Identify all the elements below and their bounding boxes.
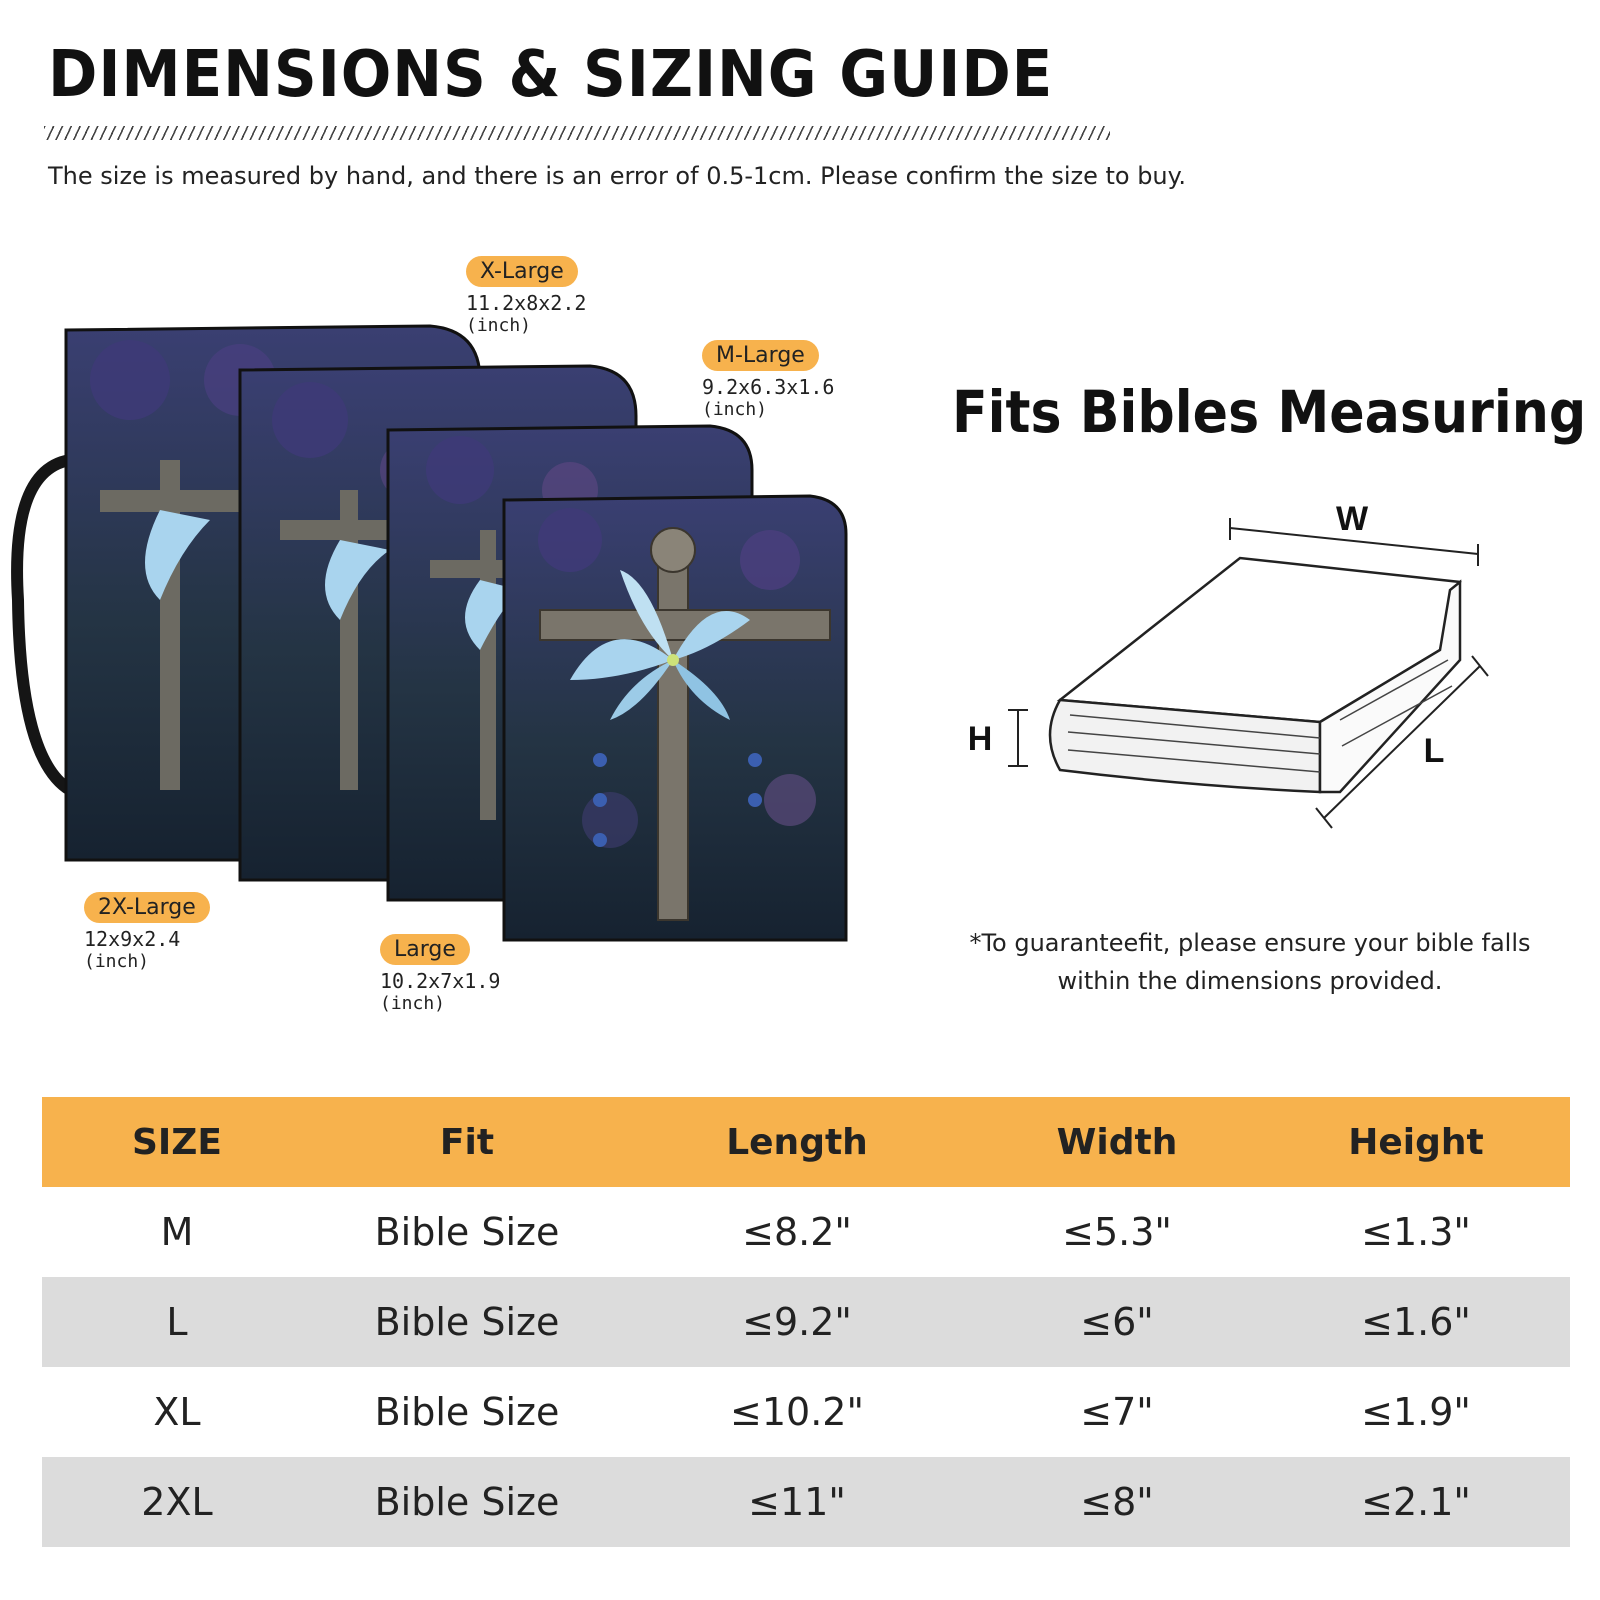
size-unit: (inch): [702, 399, 768, 420]
cell-size: 2XL: [141, 1480, 213, 1524]
table-row: [42, 1367, 1570, 1457]
size-table: [42, 1097, 1570, 1547]
fit-note-line1: *To guaranteefit, please ensure your bible falls: [969, 929, 1531, 957]
cell-height: ≤2.1": [1361, 1480, 1471, 1524]
size-tag: X-Large: [466, 256, 578, 287]
fits-title: Fits Bibles Measuring: [952, 378, 1587, 446]
table-row: [42, 1457, 1570, 1547]
cell-length: ≤11": [748, 1480, 846, 1524]
size-tag: M-Large: [702, 340, 819, 371]
header-size: SIZE: [131, 1121, 223, 1163]
cell-size: L: [166, 1300, 188, 1344]
cell-fit: Bible Size: [374, 1210, 560, 1254]
size-tag: Large: [380, 934, 470, 965]
header-length: Length: [726, 1121, 868, 1163]
fit-note: [940, 924, 1560, 1000]
size-unit: (inch): [84, 951, 150, 972]
book-dimension-diagram: [940, 500, 1560, 860]
fit-note-line2: within the dimensions provided.: [1057, 967, 1443, 995]
header-height: Height: [1348, 1121, 1484, 1163]
w-label: W: [1335, 500, 1369, 538]
size-dims: 10.2x7x1.9: [380, 969, 501, 993]
h-label: H: [967, 720, 993, 758]
cell-length: ≤8.2": [742, 1210, 852, 1254]
size-dims: 9.2x6.3x1.6: [702, 375, 835, 399]
page-title: DIMENSIONS & SIZING GUIDE: [48, 38, 1054, 112]
cell-fit: Bible Size: [374, 1390, 560, 1434]
measurement-disclaimer: The size is measured by hand, and there is an error of 0.5-1cm. Please confirm the size to buy.: [48, 162, 1187, 190]
size-unit: (inch): [466, 315, 532, 336]
cell-height: ≤1.9": [1361, 1390, 1471, 1434]
cell-width: ≤7": [1080, 1390, 1154, 1434]
header-fit: Fit: [439, 1121, 495, 1163]
cell-height: ≤1.3": [1361, 1210, 1471, 1254]
table-row: [42, 1277, 1570, 1367]
l-label: L: [1423, 732, 1445, 770]
cell-width: ≤6": [1080, 1300, 1154, 1344]
size-tag: 2X-Large: [84, 892, 210, 923]
cover-large: [504, 496, 846, 940]
bible-covers-image: [10, 320, 880, 960]
cell-width: ≤5.3": [1062, 1210, 1172, 1254]
table-header-row: [42, 1097, 1570, 1187]
cell-size: M: [160, 1210, 194, 1254]
cell-size: XL: [153, 1390, 201, 1434]
hatched-divider: [44, 126, 1110, 140]
cell-fit: Bible Size: [374, 1480, 560, 1524]
cell-length: ≤10.2": [730, 1390, 864, 1434]
cell-length: ≤9.2": [742, 1300, 852, 1344]
table-row: [42, 1187, 1570, 1277]
size-unit: (inch): [380, 993, 446, 1014]
cell-height: ≤1.6": [1361, 1300, 1471, 1344]
cell-fit: Bible Size: [374, 1300, 560, 1344]
cell-width: ≤8": [1080, 1480, 1154, 1524]
header-width: Width: [1056, 1121, 1178, 1163]
size-dims: 11.2x8x2.2: [466, 291, 587, 315]
size-dims: 12x9x2.4: [84, 927, 181, 951]
